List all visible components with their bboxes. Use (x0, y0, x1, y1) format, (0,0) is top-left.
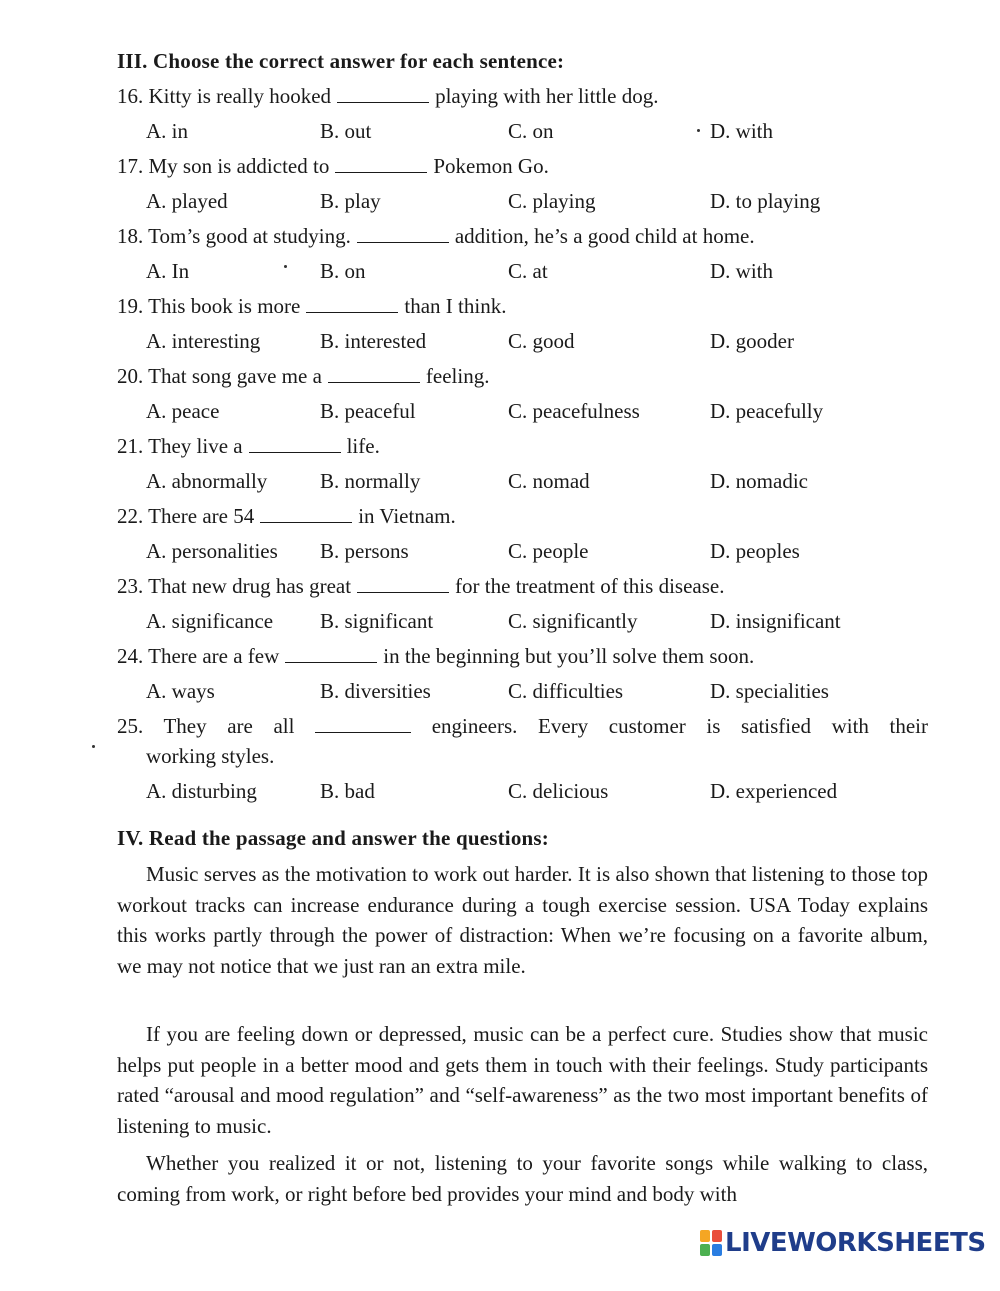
answer-blank-17[interactable] (335, 156, 427, 173)
question-19 (117, 294, 506, 319)
option-22-b[interactable]: B. persons (320, 539, 409, 563)
answer-blank-23[interactable] (357, 576, 449, 593)
section-4-title: IV. Read the passage and answer the questions: (117, 826, 549, 850)
answer-blank-21[interactable] (249, 436, 341, 453)
question-19-text: 19. This book is more (117, 294, 301, 318)
option-21-b[interactable]: B. normally (320, 469, 421, 493)
option-23-a[interactable]: A. significance (146, 609, 274, 633)
option-22-a[interactable]: A. personalities (146, 539, 278, 563)
options-22 (0, 539, 1000, 567)
answer-blank-20[interactable] (328, 366, 420, 383)
options-20 (0, 399, 1000, 427)
question-16-text: 16. Kitty is really hooked (117, 84, 332, 108)
options-25 (0, 779, 1000, 807)
option-20-b[interactable]: B. peaceful (320, 399, 416, 423)
option-23-b[interactable]: B. significant (320, 609, 434, 633)
option-22-d[interactable]: D. peoples (710, 539, 800, 563)
options-16 (0, 119, 1000, 147)
question-16-text-end: playing with her little dog. (435, 84, 659, 108)
question-18 (117, 224, 755, 249)
option-20-c[interactable]: C. peacefulness (508, 399, 640, 423)
question-22-text: 22. There are 54 (117, 504, 255, 528)
section-3-title: III. Choose the correct answer for each sentence: (117, 49, 565, 73)
option-17-a[interactable]: A. played (146, 189, 228, 213)
option-19-b[interactable]: B. interested (320, 329, 427, 353)
option-16-c[interactable]: C. on (508, 119, 554, 143)
question-24 (117, 644, 754, 669)
option-20-a[interactable]: A. peace (146, 399, 220, 423)
logo-square (712, 1244, 722, 1256)
option-24-b[interactable]: B. diversities (320, 679, 431, 703)
passage-paragraph-1: Music serves as the motivation to work out harder. It is also shown that listening to those top workout tracks can increase endurance during a tough exercise session. USA Today explains this works partly through the power of distraction: When we’re focusing on a favorite album, we may not notice that we just ran an extra mile. (117, 862, 928, 978)
option-19-c[interactable]: C. good (508, 329, 575, 353)
logo-square (700, 1244, 710, 1256)
logo-square (712, 1230, 722, 1242)
question-19-text-end: than I think. (404, 294, 507, 318)
option-18-d[interactable]: D. with (710, 259, 773, 283)
options-24 (0, 679, 1000, 707)
question-21-text-end: life. (346, 434, 380, 458)
option-21-a[interactable]: A. abnormally (146, 469, 268, 493)
question-22 (117, 504, 456, 529)
option-17-d[interactable]: D. to playing (710, 189, 821, 213)
answer-blank-19[interactable] (306, 296, 398, 313)
option-17-b[interactable]: B. play (320, 189, 381, 213)
scan-speck (284, 265, 287, 268)
option-25-d[interactable]: D. experienced (710, 779, 838, 803)
question-18-text-end: addition, he’s a good child at home. (454, 224, 755, 248)
option-18-c[interactable]: C. at (508, 259, 548, 283)
option-16-a[interactable]: A. in (146, 119, 188, 143)
scan-speck (92, 745, 95, 748)
option-25-b[interactable]: B. bad (320, 779, 375, 803)
option-25-a[interactable]: A. disturbing (146, 779, 257, 803)
option-16-b[interactable]: B. out (320, 119, 372, 143)
option-19-d[interactable]: D. gooder (710, 329, 794, 353)
options-19 (0, 329, 1000, 357)
liveworksheets-logo (700, 1228, 986, 1258)
option-16-d[interactable]: D. with (710, 119, 773, 143)
option-24-c[interactable]: C. difficulties (508, 679, 624, 703)
option-18-b[interactable]: B. on (320, 259, 366, 283)
option-19-a[interactable]: A. interesting (146, 329, 261, 353)
question-20 (117, 364, 489, 389)
question-21 (117, 434, 380, 459)
question-23-text-end: for the treatment of this disease. (455, 574, 725, 598)
question-22-text-end: in Vietnam. (358, 504, 456, 528)
question-24-text-end: in the beginning but you’ll solve them soon. (383, 644, 755, 668)
answer-blank-18[interactable] (357, 226, 449, 243)
option-18-a[interactable]: A. In (146, 259, 190, 283)
question-23-text: 23. That new drug has great (117, 574, 352, 598)
option-17-c[interactable]: C. playing (508, 189, 596, 213)
option-25-c[interactable]: C. delicious (508, 779, 609, 803)
question-17-text: 17. My son is addicted to (117, 154, 330, 178)
question-20-text: 20. That song gave me a (117, 364, 322, 388)
option-20-d[interactable]: D. peacefully (710, 399, 824, 423)
option-23-c[interactable]: C. significantly (508, 609, 638, 633)
option-24-d[interactable]: D. specialities (710, 679, 829, 703)
question-21-text: 21. They live a (117, 434, 243, 458)
passage-paragraph-3: Whether you realized it or not, listening to your favorite songs while walking to class, coming from work, or right before bed provides your mind and body with (117, 1151, 928, 1206)
answer-blank-24[interactable] (285, 646, 377, 663)
question-17-text-end: Pokemon Go. (433, 154, 549, 178)
question-25-text-end: engineers. Every customer is satisfied with their (431, 714, 928, 738)
question-17 (117, 154, 549, 179)
question-24-text: 24. There are a few (117, 644, 280, 668)
option-23-d[interactable]: D. insignificant (710, 609, 841, 633)
logo-text: LIVEWORKSHEETS (725, 1228, 986, 1258)
option-22-c[interactable]: C. people (508, 539, 589, 563)
question-20-text-end: feeling. (425, 364, 490, 388)
question-23 (117, 574, 724, 599)
passage-paragraph-2: If you are feeling down or depressed, music can be a perfect cure. Studies show that music helps put people in a better mood and gets them in touch with their feelings. Study participants rated “arousal and mood regulation” and “self-awareness” as the two most important benefits of listening to music. (117, 1022, 928, 1138)
answer-blank-25[interactable] (315, 716, 411, 733)
question-25-continuation: working styles. (146, 744, 275, 768)
question-25-text: 25. They are all (117, 714, 295, 738)
logo-square (700, 1230, 710, 1242)
option-21-c[interactable]: C. nomad (508, 469, 590, 493)
scan-speck (697, 129, 700, 132)
logo-icon (700, 1230, 722, 1256)
answer-blank-22[interactable] (260, 506, 352, 523)
options-23 (0, 609, 1000, 637)
options-18 (0, 259, 1000, 287)
option-21-d[interactable]: D. nomadic (710, 469, 808, 493)
question-16 (117, 84, 658, 109)
option-24-a[interactable]: A. ways (146, 679, 215, 703)
question-18-text: 18. Tom’s good at studying. (117, 224, 351, 248)
question-25 (117, 714, 928, 739)
options-21 (0, 469, 1000, 497)
answer-blank-16[interactable] (337, 86, 429, 103)
options-17 (0, 189, 1000, 217)
